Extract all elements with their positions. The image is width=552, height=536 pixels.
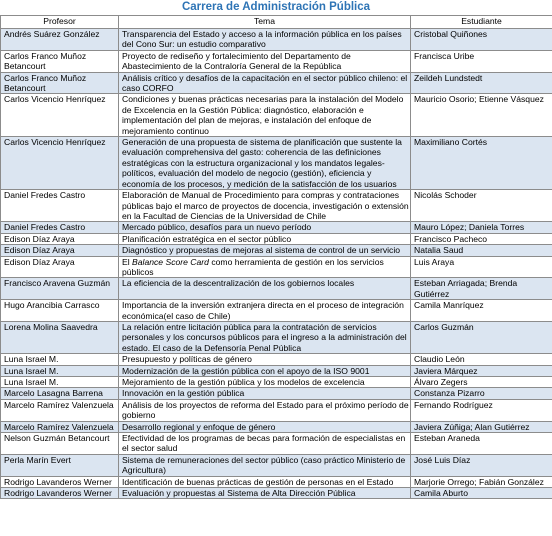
cell-profesor: Rodrigo Lavanderos Werner	[1, 488, 119, 499]
cell-tema: Innovación en la gestión pública	[119, 388, 411, 399]
cell-profesor: Carlos Franco Muñoz Betancourt	[1, 50, 119, 72]
table-row	[1, 190, 552, 222]
table-header-row	[1, 16, 552, 29]
cell-estudiante: Fernando Rodríguez	[411, 399, 552, 421]
cell-estudiante: Constanza Pizarro	[411, 388, 552, 399]
cell-tema: Mercado público, desafíos para un nuevo período	[119, 222, 411, 233]
cell-profesor: Carlos Vicencio Henríquez	[1, 94, 119, 137]
table-row	[1, 222, 552, 233]
cell-estudiante: Camila Manríquez	[411, 300, 552, 322]
table-row	[1, 399, 552, 421]
cell-estudiante: Natalia Saud	[411, 245, 552, 256]
table-row	[1, 50, 552, 72]
cell-profesor: Luna Israel M.	[1, 377, 119, 388]
cell-tema: Importancia de la inversión extranjera directa en el proceso de integración económica(el caso de Chile)	[119, 300, 411, 322]
cell-tema: Identificación de buenas prácticas de gestión de personas en el Estado	[119, 476, 411, 487]
cell-profesor: Andrés Suárez González	[1, 29, 119, 51]
table-row	[1, 421, 552, 432]
table-row	[1, 29, 552, 51]
tema-text-pre: El	[122, 256, 133, 267]
header-profesor: Profesor	[1, 16, 119, 29]
table-row	[1, 256, 552, 278]
cell-tema: Evaluación y propuestas al Sistema de Alta Dirección Pública	[119, 488, 411, 499]
cell-tema: Modernización de la gestión pública con el apoyo de la ISO 9001	[119, 365, 411, 376]
table-row	[1, 476, 552, 487]
cell-tema: Transparencia del Estado y acceso a la información pública en los países del Cono Sur: un estudio comparativo	[119, 29, 411, 51]
cell-estudiante: Álvaro Zegers	[411, 377, 552, 388]
cell-estudiante: Camila Aburto	[411, 488, 552, 499]
cell-tema: La relación entre licitación pública para la contratación de servicios personales y los concursos públicos para el ingreso a la administración del estado. El caso de la Defensoría Penal Pública	[119, 321, 411, 353]
table-row	[1, 377, 552, 388]
cell-estudiante: Francisco Pacheco	[411, 233, 552, 244]
table-row	[1, 137, 552, 190]
cell-estudiante: Francisca Uribe	[411, 50, 552, 72]
table-row	[1, 488, 552, 499]
cell-estudiante: Nicolás Schoder	[411, 190, 552, 222]
cell-profesor: Perla Marín Evert	[1, 454, 119, 476]
cell-estudiante: Luis Araya	[411, 256, 552, 278]
cell-profesor: Marcelo Lasagna Barrena	[1, 388, 119, 399]
cell-tema: Efectividad de los programas de becas para formación de especialistas en el sector salud	[119, 433, 411, 455]
cell-profesor: Daniel Fredes Castro	[1, 222, 119, 233]
table-row	[1, 365, 552, 376]
cell-estudiante: Javiera Zúñiga; Alan Gutiérrez	[411, 421, 552, 432]
cell-tema: Diagnóstico y propuestas de mejoras al sistema de control de un servicio	[119, 245, 411, 256]
cell-profesor: Rodrigo Lavanderos Werner	[1, 476, 119, 487]
table-row	[1, 278, 552, 300]
cell-tema	[119, 256, 411, 278]
table-row	[1, 233, 552, 244]
table-row	[1, 321, 552, 353]
cell-profesor: Daniel Fredes Castro	[1, 190, 119, 222]
cell-estudiante: Esteban Araneda	[411, 433, 552, 455]
table-row	[1, 354, 552, 365]
cell-profesor: Luna Israel M.	[1, 365, 119, 376]
cell-tema: Generación de una propuesta de sistema de planificación que sustente la evaluación comprehensiva del gasto: coherencia de las definiciones estratégicas con la estructura organizacional y los mandatos legales-políticos, evaluación del modelo de negocio (gestión), eficiencia y economía de los procesos, y medición de la satisfacción de los usuarios	[119, 137, 411, 190]
cell-estudiante: Esteban Arriagada; Brenda Gutiérrez	[411, 278, 552, 300]
cell-estudiante: Maximiliano Cortés	[411, 137, 552, 190]
cell-profesor: Marcelo Ramírez Valenzuela	[1, 421, 119, 432]
cell-profesor: Carlos Vicencio Henríquez	[1, 137, 119, 190]
header-tema: Tema	[119, 16, 411, 29]
table-body	[1, 29, 552, 499]
cell-tema: La eficiencia de la descentralización de los gobiernos locales	[119, 278, 411, 300]
cell-tema: Proyecto de rediseño y fortalecimiento del Departamento de Abastecimiento de la Contraloría General de la República	[119, 50, 411, 72]
cell-profesor: Edison Díaz Araya	[1, 256, 119, 278]
table-row	[1, 433, 552, 455]
cell-profesor: Nelson Guzmán Betancourt	[1, 433, 119, 455]
cell-profesor: Lorena Molina Saavedra	[1, 321, 119, 353]
cell-profesor: Carlos Franco Muñoz Betancourt	[1, 72, 119, 94]
tema-text-em: Balance Score Card	[132, 256, 209, 267]
cell-tema: Análisis crítico y desafíos de la capacitación en el sector público chileno: el caso CORFO	[119, 72, 411, 94]
cell-tema: Sistema de remuneraciones del sector público (caso práctico Ministerio de Agricultura)	[119, 454, 411, 476]
table-row	[1, 94, 552, 137]
tema-text-post: como herramienta de gestión en los servicios públicos	[122, 256, 384, 277]
cell-estudiante: Mauro López; Daniela Torres	[411, 222, 552, 233]
cell-tema: Mejoramiento de la gestión pública y los modelos de excelencia	[119, 377, 411, 388]
table-row	[1, 72, 552, 94]
cell-estudiante: Carlos Guzmán	[411, 321, 552, 353]
table-row	[1, 454, 552, 476]
cell-tema: Presupuesto y políticas de género	[119, 354, 411, 365]
cell-estudiante: José Luis Díaz	[411, 454, 552, 476]
cell-tema: Planificación estratégica en el sector público	[119, 233, 411, 244]
cell-estudiante: Javiera Márquez	[411, 365, 552, 376]
cell-tema: Análisis de los proyectos de reforma del Estado para el próximo período de gobierno	[119, 399, 411, 421]
cell-estudiante: Zeildeh Lundstedt	[411, 72, 552, 94]
header-estudiante: Estudiante	[411, 16, 552, 29]
cell-estudiante: Marjorie Orrego; Fabián González	[411, 476, 552, 487]
cell-profesor: Francisco Aravena Guzmán	[1, 278, 119, 300]
cell-profesor: Hugo Arancibia Carrasco	[1, 300, 119, 322]
cell-estudiante: Claudio León	[411, 354, 552, 365]
thesis-table	[0, 15, 552, 499]
cell-tema: Condiciones y buenas prácticas necesarias para la instalación del Modelo de Excelencia en la Gestión Pública: diagnóstico, elaboración e implementación del plan de mejoras, e instalación del enfoque de mejoramiento continuo	[119, 94, 411, 137]
cell-profesor: Edison Díaz Araya	[1, 245, 119, 256]
table-row	[1, 388, 552, 399]
cell-tema: Elaboración de Manual de Procedimiento para compras y contrataciones públicas bajo el marco de proyectos de docencia, investigación o extensión en la Facultad de Ciencias de la Universidad de Chile	[119, 190, 411, 222]
table-row	[1, 245, 552, 256]
cell-tema: Desarrollo regional y enfoque de género	[119, 421, 411, 432]
table-row	[1, 300, 552, 322]
cell-profesor: Marcelo Ramírez Valenzuela	[1, 399, 119, 421]
cell-profesor: Luna Israel M.	[1, 354, 119, 365]
cell-profesor: Edison Díaz Araya	[1, 233, 119, 244]
cell-estudiante: Cristobal Quiñones	[411, 29, 552, 51]
page-title: Carrera de Administración Pública	[181, 1, 371, 13]
cell-estudiante: Mauricio Osorio; Etienne Vásquez	[411, 94, 552, 137]
